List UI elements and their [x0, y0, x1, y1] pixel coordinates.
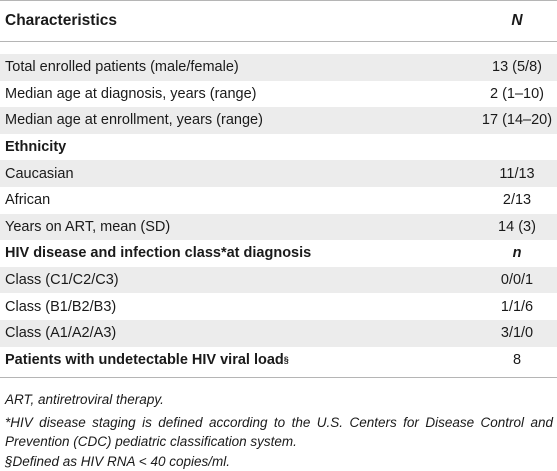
row-value: 2 (1–10)	[477, 81, 557, 108]
footnote-viral-load: §Defined as HIV RNA < 40 copies/ml.	[5, 452, 553, 471]
row-label: Median age at diagnosis, years (range)	[5, 81, 256, 108]
row-label: African	[5, 187, 50, 214]
table-row	[0, 187, 557, 214]
section-label: Ethnicity	[5, 134, 66, 161]
section-row-hiv-class	[0, 240, 557, 267]
row-value: 3/1/0	[477, 320, 557, 347]
table-row	[0, 267, 557, 294]
subheader-n: n	[477, 240, 557, 267]
header-characteristics: Characteristics	[5, 1, 117, 41]
table-row	[0, 214, 557, 241]
row-value: 8	[477, 347, 557, 374]
table-row	[0, 293, 557, 320]
row-value: 17 (14–20)	[477, 107, 557, 134]
table-header	[0, 0, 557, 42]
table-row	[0, 81, 557, 108]
section-row-viral-load	[0, 347, 557, 374]
section-label: Patients with undetectable HIV viral load §	[5, 347, 289, 374]
row-label: Total enrolled patients (male/female)	[5, 54, 239, 81]
footnote-abbreviation: ART, antiretroviral therapy.	[5, 390, 553, 410]
table-row	[0, 160, 557, 187]
row-label: Caucasian	[5, 160, 74, 187]
table-bottom-rule	[0, 377, 557, 378]
row-value	[477, 134, 557, 161]
row-label: Class (C1/C2/C3)	[5, 267, 119, 294]
section-label-text: Patients with undetectable HIV viral load	[5, 352, 284, 368]
row-label: Years on ART, mean (SD)	[5, 214, 170, 241]
row-value: 2/13	[477, 187, 557, 214]
row-value: 0/0/1	[477, 267, 557, 294]
table-row	[0, 107, 557, 134]
row-label: Class (B1/B2/B3)	[5, 293, 116, 320]
table-row	[0, 320, 557, 347]
row-label: Median age at enrollment, years (range)	[5, 107, 263, 134]
table-footnotes	[5, 390, 553, 471]
row-value: 1/1/6	[477, 293, 557, 320]
row-label: Class (A1/A2/A3)	[5, 320, 116, 347]
row-value: 14 (3)	[477, 214, 557, 241]
header-n: N	[477, 1, 557, 41]
footnote-staging: *HIV disease staging is defined according to the U.S. Centers for Disease Control and Prevention (CDC) pediatric classification system.	[5, 413, 553, 452]
section-row-ethnicity	[0, 134, 557, 161]
section-label: HIV disease and infection class*at diagnosis	[5, 240, 311, 267]
row-value: 13 (5/8)	[477, 54, 557, 81]
row-value: 11/13	[477, 160, 557, 187]
table-row	[0, 54, 557, 81]
